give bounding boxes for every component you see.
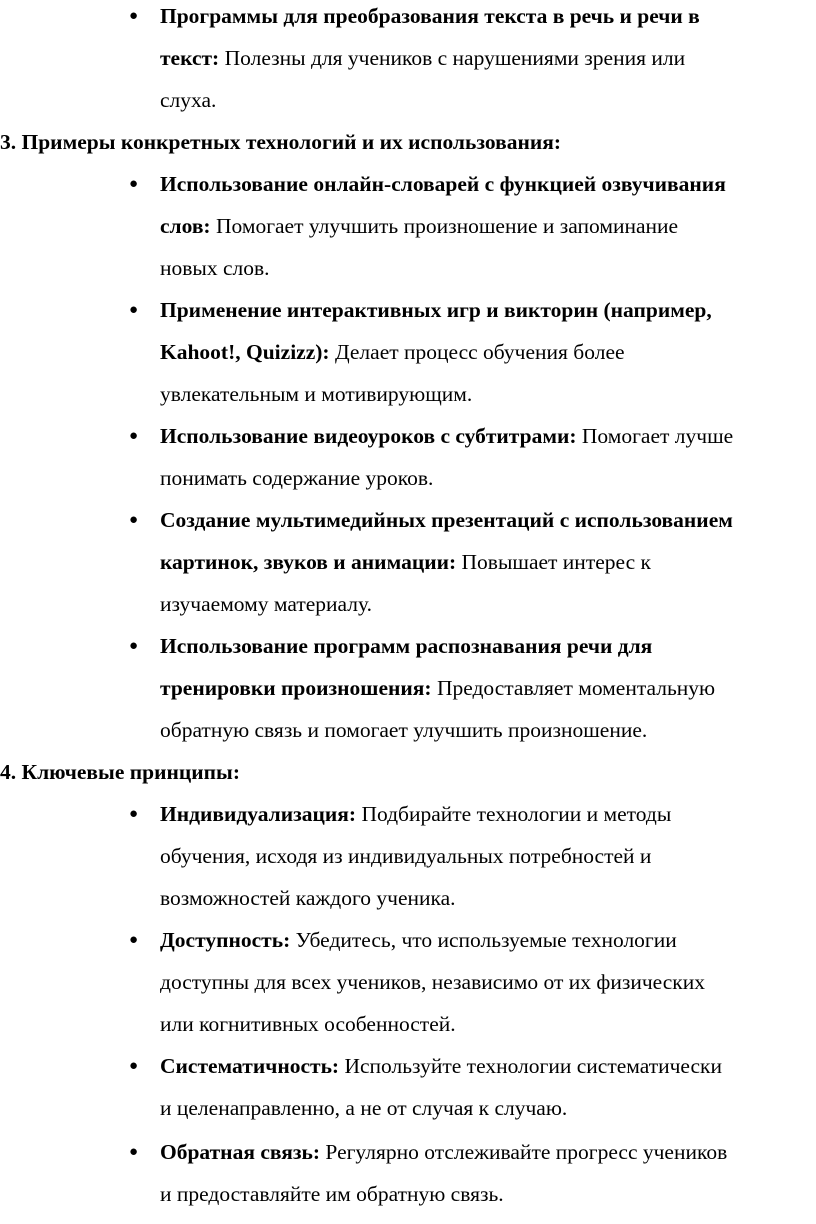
item-title: слов: (160, 214, 211, 238)
list-item (129, 793, 816, 919)
list-item (129, 1131, 816, 1215)
section-heading: 4. Ключевые принципы: (0, 760, 240, 784)
bullet-icon: ● (129, 8, 139, 24)
item-text: Полезны для учеников с нарушениями зрения или (219, 46, 686, 70)
item-text: Убедитесь, что используемые технологии (290, 928, 677, 952)
item-title: Обратная связь: (160, 1140, 321, 1164)
item-text: Регулярно отслеживайте прогресс учеников (320, 1140, 728, 1164)
list-item (129, 415, 816, 499)
bullet-icon: ● (129, 932, 139, 948)
item-title: текст: (160, 46, 220, 70)
list-item (129, 0, 816, 121)
item-title: Использование видеоуроков с субтитрами: (160, 424, 577, 448)
item-text: новых слов. (160, 256, 270, 280)
item-title: тренировки произношения: (160, 676, 432, 700)
item-text: и предоставляйте им обратную связь. (160, 1182, 504, 1206)
bullet-icon: ● (129, 512, 139, 528)
item-title: Использование программ распознавания речи для (160, 634, 653, 658)
item-text: слуха. (160, 88, 217, 112)
item-text: Делает процесс обучения более (329, 340, 625, 364)
item-text: увлекательным и мотивирующим. (160, 382, 473, 406)
list-item (129, 499, 816, 625)
section-heading: 3. Примеры конкретных технологий и их использования: (0, 130, 562, 154)
item-text: Предоставляет моментальную (431, 676, 716, 700)
item-text: Подбирайте технологии и методы (356, 802, 672, 826)
item-text: понимать содержание уроков. (160, 466, 434, 490)
item-text: Помогает улучшить произношение и запоминание (210, 214, 679, 238)
bullet-icon: ● (129, 806, 139, 822)
item-text: и целенаправленно, а не от случая к случаю. (160, 1096, 568, 1120)
item-text: или когнитивных особенностей. (160, 1012, 456, 1036)
bullet-icon: ● (129, 428, 139, 444)
item-text: изучаемому материалу. (160, 592, 372, 616)
bullet-icon: ● (129, 1058, 139, 1074)
bullet-icon: ● (129, 1144, 139, 1160)
item-text: обучения, исходя из индивидуальных потребностей и (160, 844, 652, 868)
item-text: возможностей каждого ученика. (160, 886, 456, 910)
item-title: Создание мультимедийных презентаций с использованием (160, 508, 733, 532)
list-item (129, 289, 816, 415)
item-text: Помогает лучше (576, 424, 734, 448)
item-text: Используйте технологии систематически (339, 1054, 722, 1078)
list-item (129, 163, 816, 289)
bullet-icon: ● (129, 638, 139, 654)
bullet-icon: ● (129, 176, 139, 192)
item-title: Программы для преобразования текста в речь и речи в (160, 4, 700, 28)
list-item (129, 1045, 816, 1129)
bullet-icon: ● (129, 302, 139, 318)
item-text: доступны для всех учеников, независимо от их физических (160, 970, 705, 994)
item-title: картинок, звуков и анимации: (160, 550, 457, 574)
item-title: Kahoot!, Quizizz): (160, 340, 330, 364)
item-title: Индивидуализация: (160, 802, 357, 826)
list-item (129, 625, 816, 751)
list-item (129, 919, 816, 1045)
item-title: Использование онлайн-словарей с функцией озвучивания (160, 172, 726, 196)
item-title: Систематичность: (160, 1054, 340, 1078)
item-text: Повышает интерес к (456, 550, 651, 574)
item-title: Применение интерактивных игр и викторин (например, (160, 298, 712, 322)
item-text: обратную связь и помогает улучшить произношение. (160, 718, 648, 742)
item-title: Доступность: (160, 928, 291, 952)
